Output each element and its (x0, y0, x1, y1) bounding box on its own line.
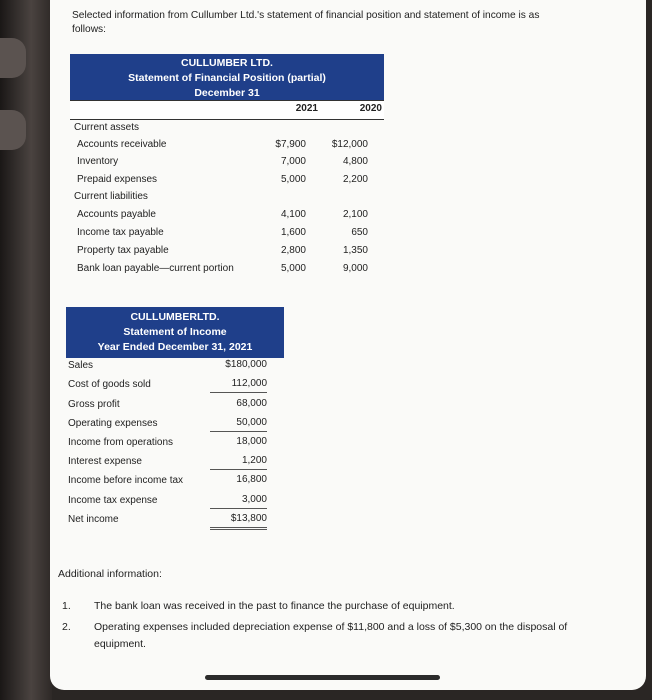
sfp-value-2020: 9,000 (342, 263, 368, 274)
income-row (66, 511, 284, 528)
income-row-label: Income tax expense (68, 495, 158, 506)
income-company-name: CULLUMBERLTD. (130, 311, 220, 323)
sfp-row (70, 206, 384, 223)
income-row-label: Interest expense (68, 456, 142, 467)
sfp-value-2021: 4,100 (280, 209, 306, 220)
sfp-year-header (70, 100, 384, 120)
income-row-value: $180,000 (225, 359, 267, 370)
income-row-value: 112,000 (210, 376, 267, 393)
sfp-row-label: Accounts payable (77, 209, 156, 220)
income-row (66, 415, 284, 432)
note-text: The bank loan was received in the past to finance the purchase of equipment. (94, 600, 455, 612)
sfp-row (70, 224, 384, 241)
sfp-value-2020: 1,350 (342, 245, 368, 256)
sfp-header (70, 54, 384, 100)
income-row-value: 3,000 (210, 492, 267, 509)
note-text: Operating expenses included depreciation expense of $11,800 and a loss of $5,300 on the disposal of equipment. (94, 621, 568, 650)
sfp-row (70, 136, 384, 153)
income-row (66, 357, 284, 374)
sfp-value-2020: 2,100 (342, 209, 368, 220)
sfp-row-label: Bank loan payable—current portion (77, 263, 234, 274)
sfp-company-name: CULLUMBER LTD. (181, 57, 273, 69)
income-row (66, 376, 284, 393)
bezel-tab (0, 38, 26, 78)
income-row (66, 434, 284, 451)
additional-info-title: Additional information: (58, 568, 162, 580)
income-row-label: Income from operations (68, 437, 174, 448)
income-row (66, 453, 284, 470)
income-row-label: Gross profit (68, 399, 120, 410)
sfp-row (70, 153, 384, 170)
sfp-row (70, 119, 384, 136)
sfp-row-label: Current assets (74, 122, 140, 133)
sfp-value-2021: 1,600 (280, 227, 306, 238)
note-number: 1. (62, 600, 71, 612)
income-row-value: $13,800 (210, 511, 267, 530)
sfp-value-2020: 650 (351, 227, 368, 238)
sfp-value-2021: 2,800 (280, 245, 306, 256)
sfp-statement-title: Statement of Financial Position (partial) (128, 72, 326, 84)
sfp-row-label: Property tax payable (77, 245, 169, 256)
income-row-label: Sales (68, 360, 94, 371)
intro-text: Selected information from Cullumber Ltd.'s statement of financial position and statement of income is as follows: (72, 10, 540, 35)
document-page (50, 0, 646, 690)
note-item (62, 619, 602, 655)
sfp-value-2020: $12,000 (331, 139, 368, 150)
sfp-row-label: Accounts receivable (77, 139, 167, 150)
income-row-value: 50,000 (210, 415, 267, 432)
bezel-tab (0, 110, 26, 150)
sfp-row (70, 188, 384, 205)
sfp-date: December 31 (194, 87, 260, 99)
sfp-row-label: Prepaid expenses (77, 174, 158, 185)
sfp-value-2020: 4,800 (342, 156, 368, 167)
sfp-value-2021: 7,000 (280, 156, 306, 167)
income-row-label: Income before income tax (68, 475, 184, 486)
home-indicator (205, 675, 440, 680)
sfp-value-2021: $7,900 (275, 139, 306, 150)
sfp-value-2020: 2,200 (342, 174, 368, 185)
note-number: 2. (62, 621, 71, 633)
sfp-year-2020: 2020 (359, 103, 382, 114)
income-period: Year Ended December 31, 2021 (97, 341, 253, 353)
income-row-label: Cost of goods sold (68, 379, 151, 390)
income-row-label: Net income (68, 514, 119, 525)
sfp-value-2021: 5,000 (280, 174, 306, 185)
income-row-value: 16,800 (236, 474, 267, 485)
income-row-value: 68,000 (236, 398, 267, 409)
sfp-row (70, 242, 384, 259)
income-row (66, 396, 284, 413)
income-row (66, 472, 284, 489)
income-row-value: 1,200 (210, 453, 267, 470)
sfp-row (70, 260, 384, 277)
sfp-row (70, 171, 384, 188)
sfp-row-label: Income tax payable (77, 227, 164, 238)
device-bezel (0, 0, 52, 700)
income-row (66, 492, 284, 509)
sfp-year-2021: 2021 (295, 103, 318, 114)
sfp-value-2021: 5,000 (280, 263, 306, 274)
income-statement-title: Statement of Income (123, 326, 227, 338)
sfp-row-label: Inventory (77, 156, 119, 167)
income-header (66, 307, 284, 358)
income-row-value: 18,000 (236, 436, 267, 447)
note-item (62, 598, 602, 615)
income-row-label: Operating expenses (68, 418, 158, 429)
sfp-row-label: Current liabilities (74, 191, 148, 202)
